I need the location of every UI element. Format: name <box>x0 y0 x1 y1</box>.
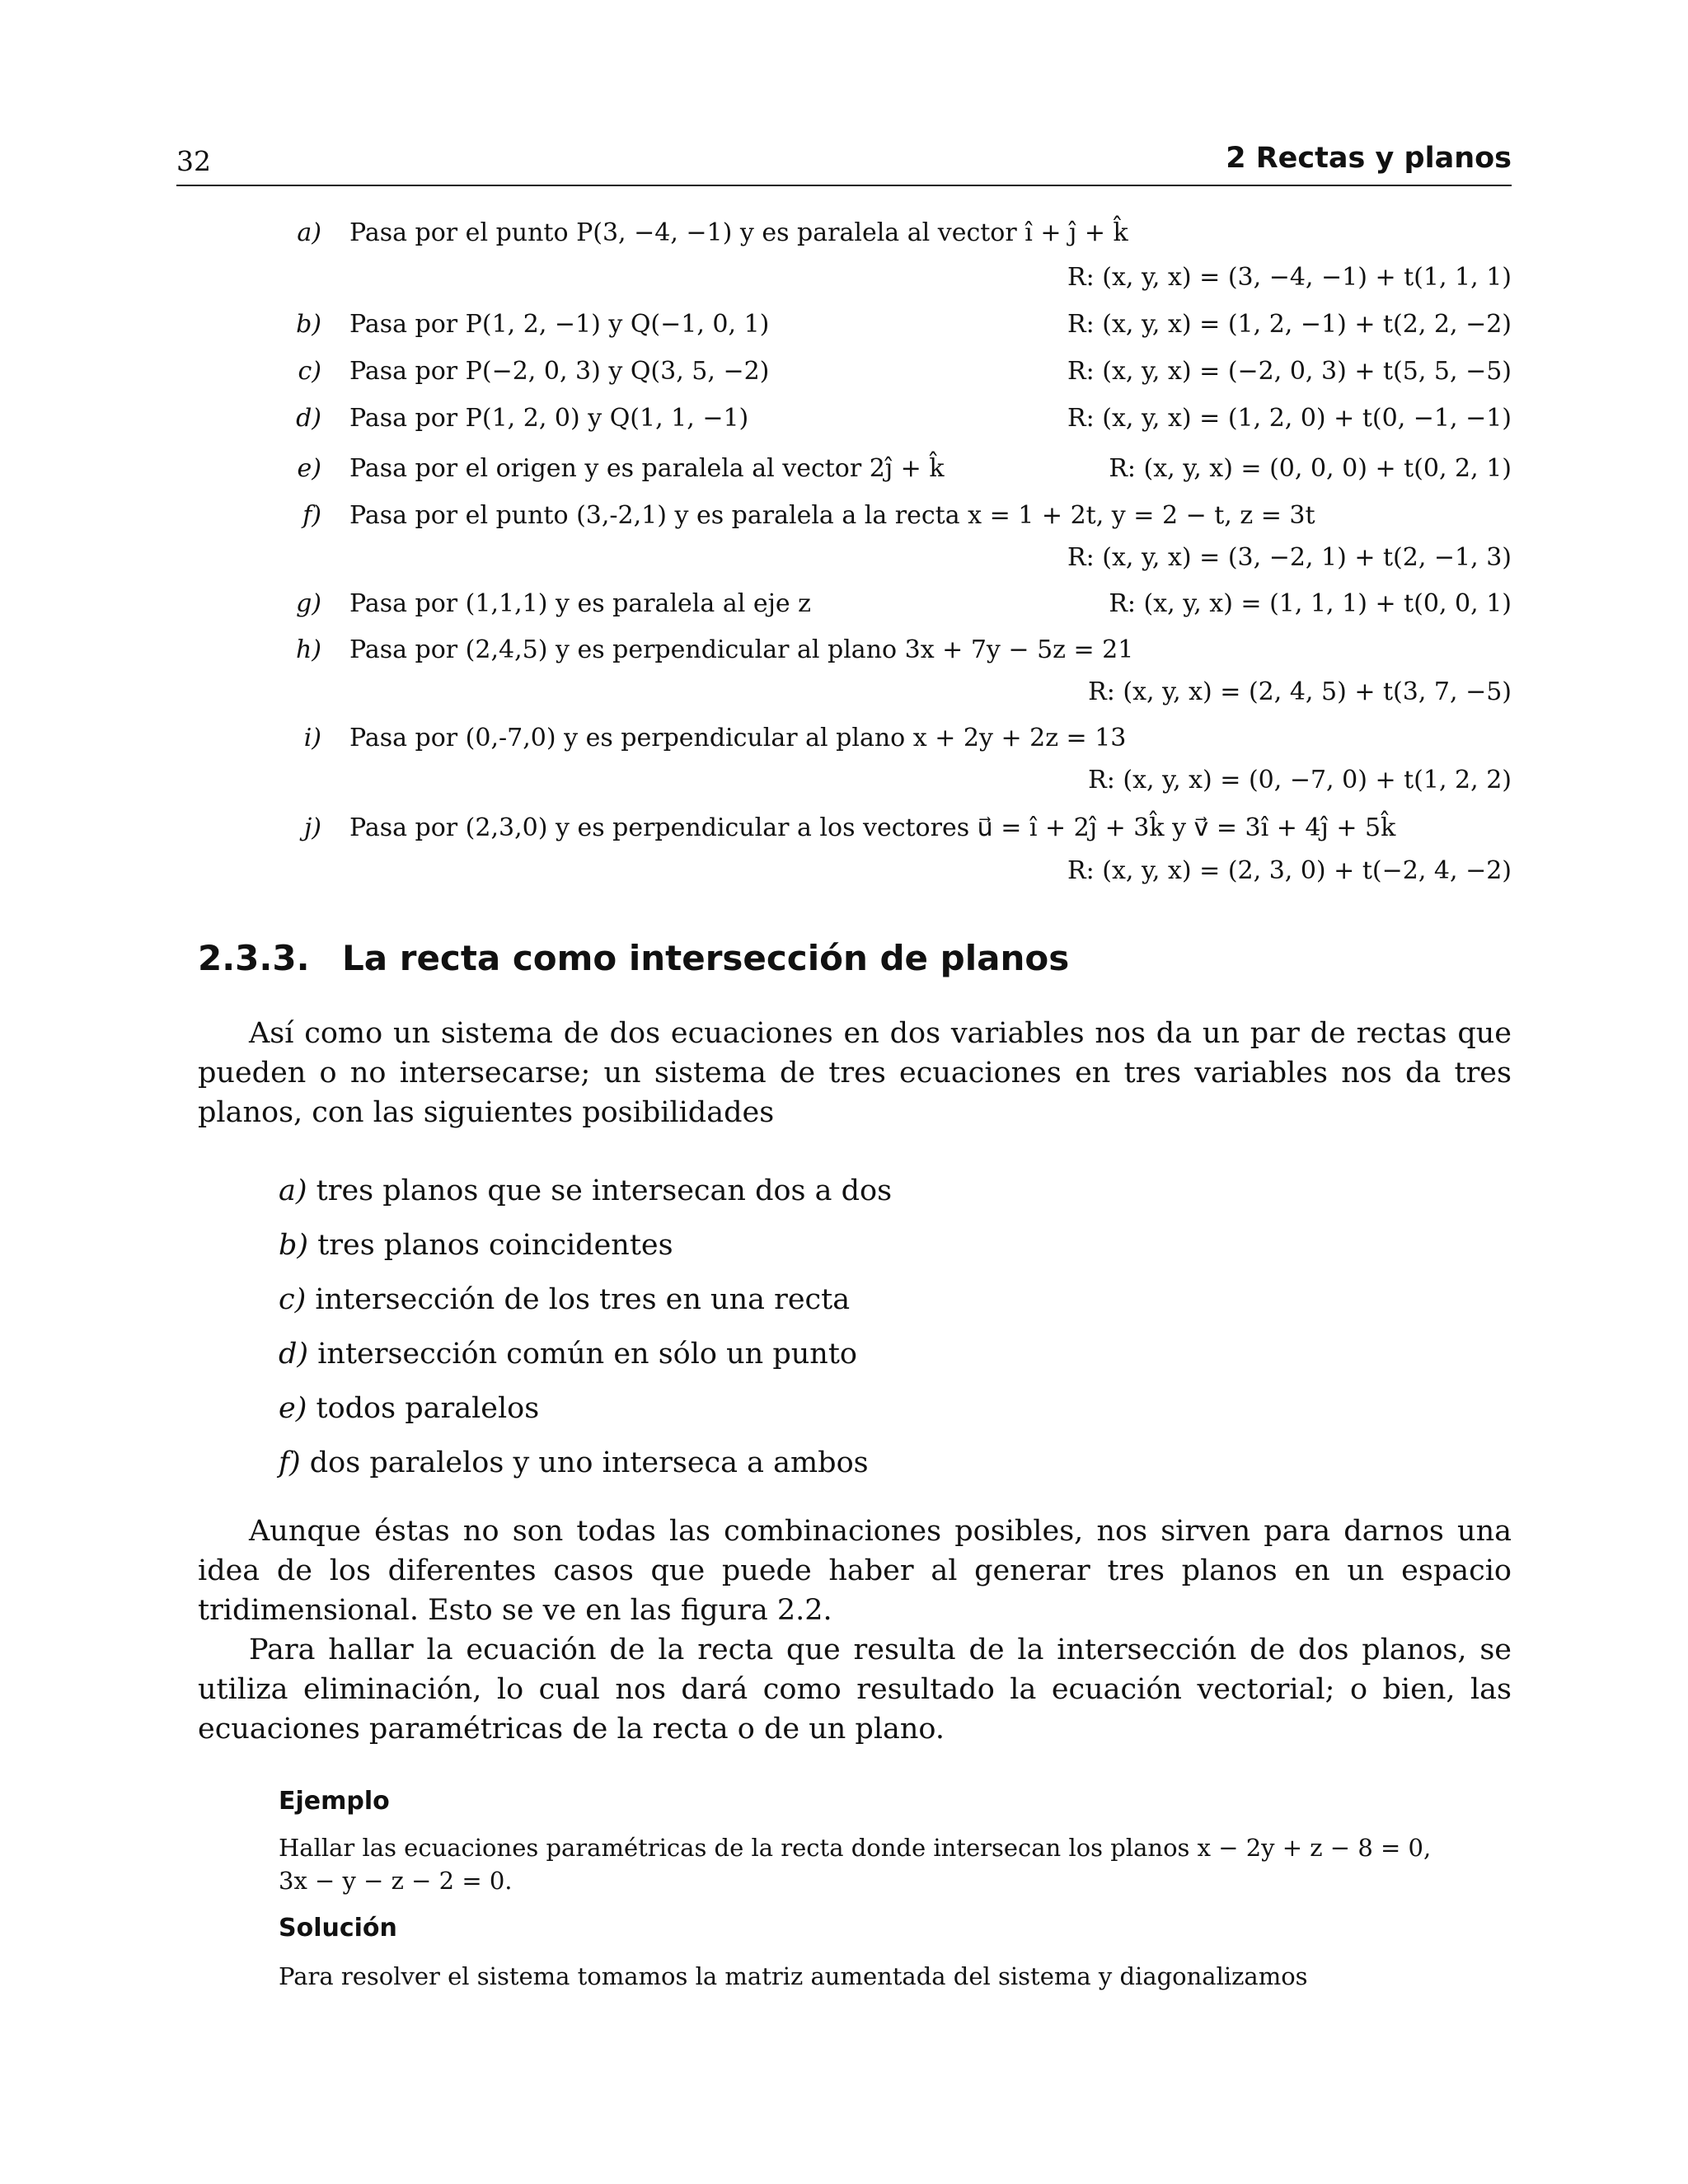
paragraph-text: Aunque éstas no son todas las combinaciones posibles, nos sirven para darnos una idea de los diferentes casos que puede haber al generar tres planos en un espacio tridimensional. Esto se ve en las figura 2.2. <box>198 1515 1512 1627</box>
page-number: 32 <box>176 145 211 177</box>
exercise-text: Pasa por el origen y es paralela al vector 2ĵ + k̂ <box>349 454 945 483</box>
possibility-item <box>279 1340 857 1369</box>
exercise-text: Pasa por el punto (3,-2,1) y es paralela a la recta x = 1 + 2t, y = 2 − t, z = 3t <box>349 501 1315 530</box>
section-heading <box>198 938 1069 978</box>
solution-text: Para resolver el sistema tomamos la matriz aumentada del sistema y diagonalizamos <box>279 1962 1308 1990</box>
exercise-text: Pasa por (0,-7,0) y es perpendicular al plano x + 2y + 2z = 13 <box>349 724 1127 752</box>
exercise-answer: R: (x, y, x) = (0, 0, 0) + t(0, 2, 1) <box>1109 454 1512 483</box>
exercise-answer: R: (x, y, x) = (2, 4, 5) + t(3, 7, −5) <box>1088 677 1512 706</box>
possibility-label: a) <box>279 1174 307 1207</box>
exercise-text: Pasa por P(−2, 0, 3) y Q(3, 5, −2) <box>349 357 770 386</box>
exercise-answer: R: (x, y, x) = (1, 2, −1) + t(2, 2, −2) <box>1067 310 1512 339</box>
exercise-text: Pasa por (1,1,1) y es paralela al eje z <box>349 589 811 618</box>
exercise-answer: R: (x, y, x) = (1, 1, 1) + t(0, 0, 1) <box>1109 589 1512 618</box>
exercise-label: a) <box>297 218 321 247</box>
possibility-text: intersección de los tres en una recta <box>315 1283 851 1316</box>
possibility-text: tres planos coincidentes <box>317 1229 673 1262</box>
possibility-label: b) <box>279 1229 309 1262</box>
possibility-text: dos paralelos y uno interseca a ambos <box>309 1446 869 1479</box>
paragraph-text: Para hallar la ecuación de la recta que resulta de la intersección de dos planos, se utiliza eliminación, lo cual nos dará como resultado la ecuación vectorial; o bien, las ecuaciones paramétricas de la recta o de un plano. <box>198 1633 1512 1746</box>
exercise-answer: R: (x, y, x) = (3, −2, 1) + t(2, −1, 3) <box>1067 543 1512 572</box>
exercise-text: Pasa por (2,3,0) y es perpendicular a los vectores u⃗ = î + 2ĵ + 3k̂ y v⃗ = 3î + 4ĵ + 5k̂ <box>349 813 1396 842</box>
exercise-text: Pasa por (2,4,5) y es perpendicular al plano 3x + 7y − 5z = 21 <box>349 635 1134 664</box>
exercise-answer: R: (x, y, x) = (−2, 0, 3) + t(5, 5, −5) <box>1067 357 1512 386</box>
example-text: Hallar las ecuaciones paramétricas de la recta donde intersecan los planos x − 2y + z − 8 = 0, 3x − y − z − 2 = 0. <box>279 1834 1432 1895</box>
possibility-label: c) <box>279 1283 307 1316</box>
possibility-label: d) <box>279 1338 309 1371</box>
exercise-text: Pasa por P(1, 2, 0) y Q(1, 1, −1) <box>349 404 749 433</box>
possibility-item <box>279 1174 893 1207</box>
exercise-label: i) <box>303 724 321 752</box>
possibility-text: todos paralelos <box>316 1392 540 1425</box>
possibility-text: intersección común en sólo un punto <box>317 1338 857 1371</box>
exercise-answer: R: (x, y, x) = (0, −7, 0) + t(1, 2, 2) <box>1088 766 1512 794</box>
exercise-label: e) <box>297 454 321 483</box>
exercise-answer: R: (x, y, x) = (3, −4, −1) + t(1, 1, 1) <box>1067 263 1512 292</box>
solution-label: Solución <box>279 1914 397 1943</box>
exercise-label: h) <box>295 635 321 664</box>
section-title: La recta como intersección de planos <box>342 938 1070 978</box>
possibility-label: e) <box>279 1392 307 1425</box>
header-rule <box>176 185 1512 186</box>
body-paragraphs <box>198 1511 1512 1749</box>
possibility-label: f) <box>279 1446 301 1479</box>
possibility-item <box>279 1283 851 1316</box>
possibility-item <box>279 1446 869 1479</box>
intro-paragraph <box>198 1014 1512 1132</box>
exercise-text: Pasa por P(1, 2, −1) y Q(−1, 0, 1) <box>349 310 770 339</box>
exercise-answer: R: (x, y, x) = (1, 2, 0) + t(0, −1, −1) <box>1067 404 1512 433</box>
chapter-title: 2 Rectas y planos <box>1226 142 1512 175</box>
possibility-item <box>279 1394 539 1423</box>
exercise-label: d) <box>296 404 321 433</box>
exercise-label: f) <box>302 501 321 530</box>
exercise-label: c) <box>298 357 321 386</box>
exercise-text: Pasa por el punto P(3, −4, −1) y es paralela al vector î + ĵ + k̂ <box>349 218 1128 247</box>
possibility-text: tres planos que se intersecan dos a dos <box>316 1174 893 1207</box>
exercise-label: g) <box>296 589 321 618</box>
exercise-label: j) <box>303 813 321 842</box>
paragraph-text: Así como un sistema de dos ecuaciones en dos variables nos da un par de rectas que pueden o no intersecarse; un sistema de tres ecuaciones en tres variables nos da tres planos, con las siguientes posibilidades <box>198 1017 1512 1129</box>
section-number: 2.3.3. <box>198 938 310 978</box>
example-label: Ejemplo <box>279 1787 390 1816</box>
possibility-item <box>279 1231 673 1260</box>
exercise-answer: R: (x, y, x) = (2, 3, 0) + t(−2, 4, −2) <box>1067 856 1512 885</box>
exercise-label: b) <box>296 310 321 339</box>
running-header <box>176 142 1512 185</box>
